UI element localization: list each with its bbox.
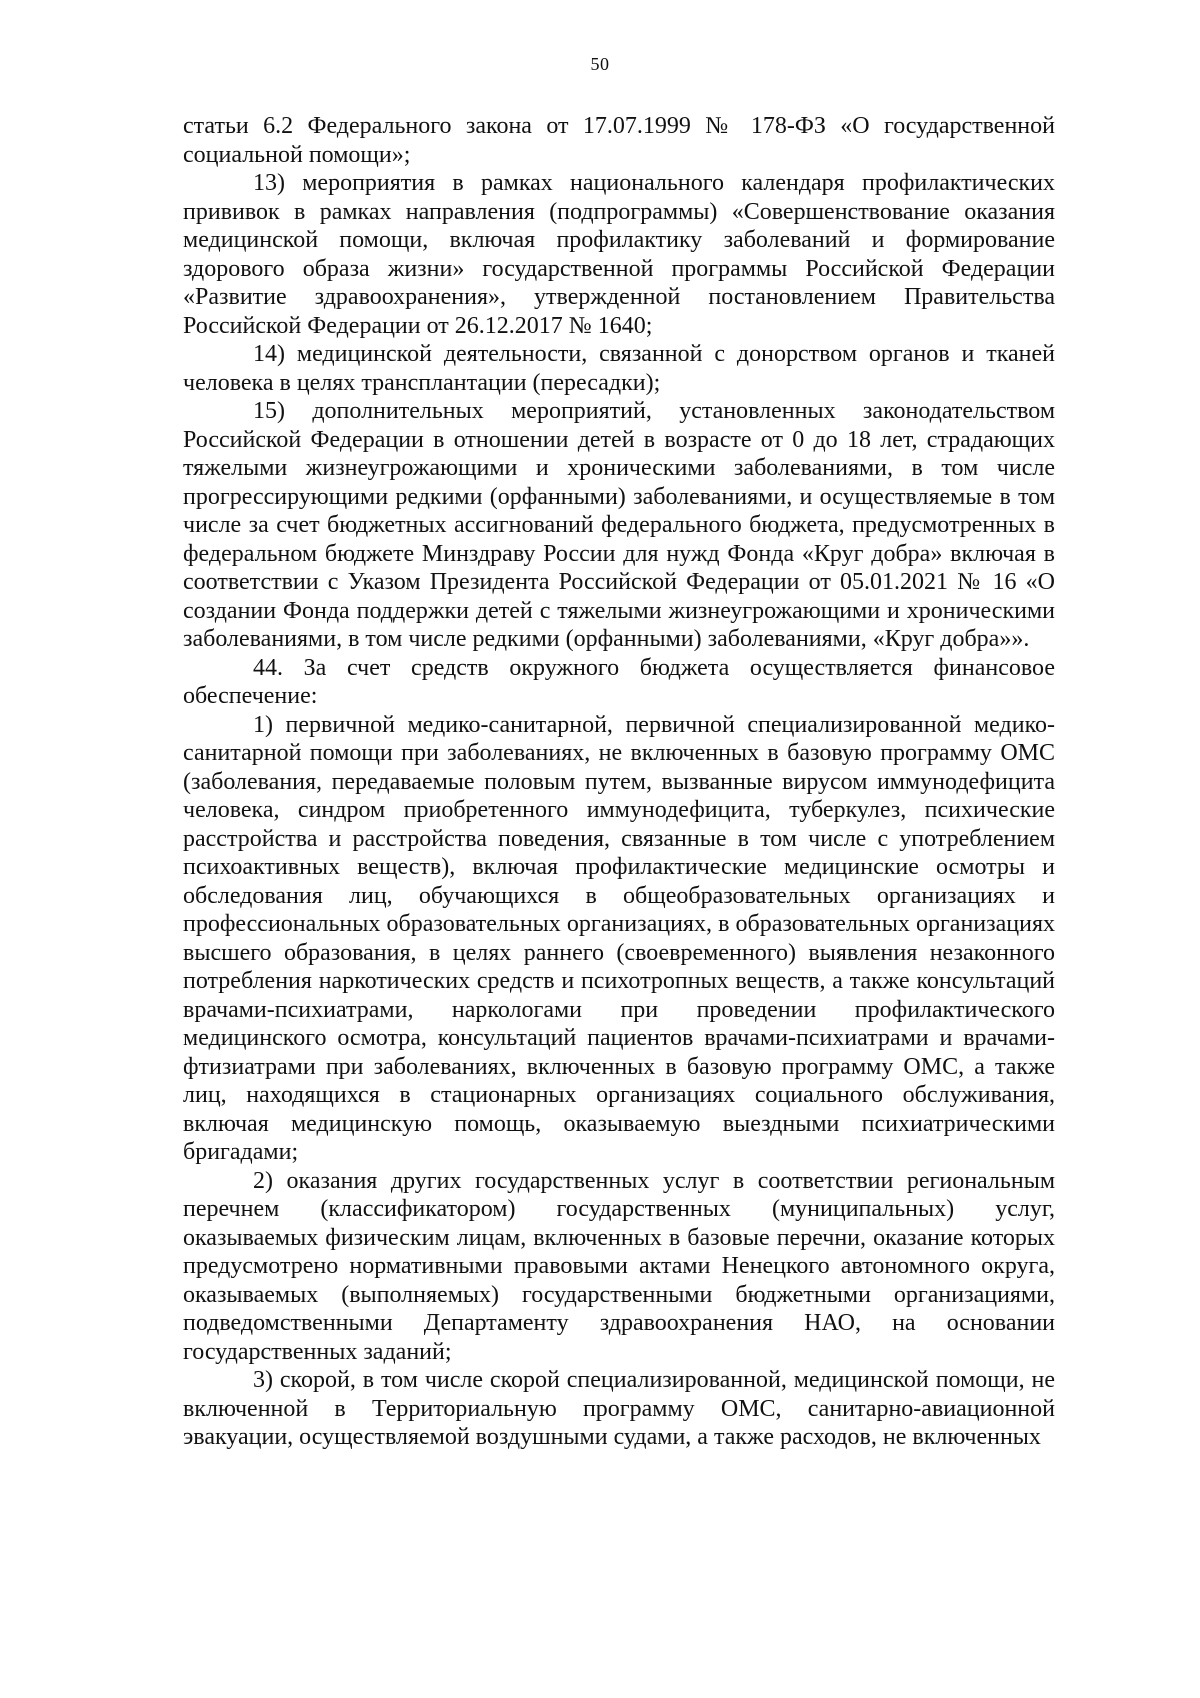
paragraph-section-44-item-1: 1) первичной медико-санитарной, первичной специализированной медико-санитарной помощи при заболеваниях, не включенных в базовую программу ОМС (заболевания, передаваемые половым путем, вызванные вирусом иммунодефицита человека, синдром приобретенного иммунодефицита, туберкулез, психические расстройства и расстройства поведения, связанные в том числе с употреблением психоактивных веществ), включая профилактические медицинские осмотры и обследования лиц, обучающихся в общеобразовательных организациях и профессиональных образовательных организациях, в образовательных организациях высшего образования, в целях раннего (своевременного) выявления незаконного потребления наркотических средств и психотропных веществ, а также консультаций врачами-психиатрами, наркологами при проведении профилактического медицинского осмотра, консультаций пациентов врачами-психиатрами и врачами-фтизиатрами при заболеваниях, включенных в базовую программу ОМС, а также лиц, находящихся в стационарных организациях социального обслуживания, включая медицинскую помощь, оказываемую выездными психиатрическими бригадами; [183, 711, 1055, 1165]
paragraph-article-6-2-continuation: статьи 6.2 Федерального закона от 17.07.1999 № 178-ФЗ «О государственной социальной помощи»; [183, 113, 1055, 168]
paragraph-item-14: 14) медицинской деятельности, связанной с донорством органов и тканей человека в целях трансплантации (пересадки); [183, 341, 1055, 396]
paragraph-section-44-item-3: 3) скорой, в том числе скорой специализированной, медицинской помощи, не включенной в Территориальную программу ОМС, санитарно-авиационной эвакуации, осуществляемой воздушными судами, а также расходов, не включенных [183, 1367, 1055, 1450]
paragraph-item-13: 13) мероприятия в рамках национального календаря профилактических прививок в рамках направления (подпрограммы) «Совершенствование оказания медицинской помощи, включая профилактику заболеваний и формирование здорового образа жизни» государственной программы Российской Федерации «Развитие здравоохранения», утвержденной постановлением Правительства Российской Федерации от 26.12.2017 № 1640; [183, 170, 1055, 339]
page-number: 50 [590, 54, 610, 74]
paragraph-item-15: 15) дополнительных мероприятий, установленных законодательством Российской Федерации в отношении детей в возрасте от 0 до 18 лет, страдающих тяжелыми жизнеугрожающими и хроническими заболеваниями, в том числе прогрессирующими редкими (орфанными) заболеваниями, и осуществляемые в том числе за счет бюджетных ассигнований федерального бюджета, предусмотренных в федеральном бюджете Минздраву России для нужд Фонда «Круг добра» включая в соответствии с Указом Президента Российской Федерации от 05.01.2021 № 16 «О создании Фонда поддержки детей с тяжелыми жизнеугрожающими и хроническими заболеваниями, в том числе редкими (орфанными) заболеваниями, «Круг добра»». [183, 398, 1055, 652]
paragraph-section-44: 44. За счет средств окружного бюджета осуществляется финансовое обеспечение: [183, 654, 1055, 709]
paragraph-section-44-item-2: 2) оказания других государственных услуг в соответствии региональным перечнем (классификатором) государственных (муниципальных) услуг, оказываемых физическим лицам, включенных в базовые перечни, оказание которых предусмотрено нормативными правовыми актами Ненецкого автономного округа, оказываемых (выполняемых) государственными бюджетными организациями, подведомственными Департаменту здравоохранения НАО, на основании государственных заданий; [183, 1167, 1055, 1365]
document-body [183, 112, 1055, 1452]
